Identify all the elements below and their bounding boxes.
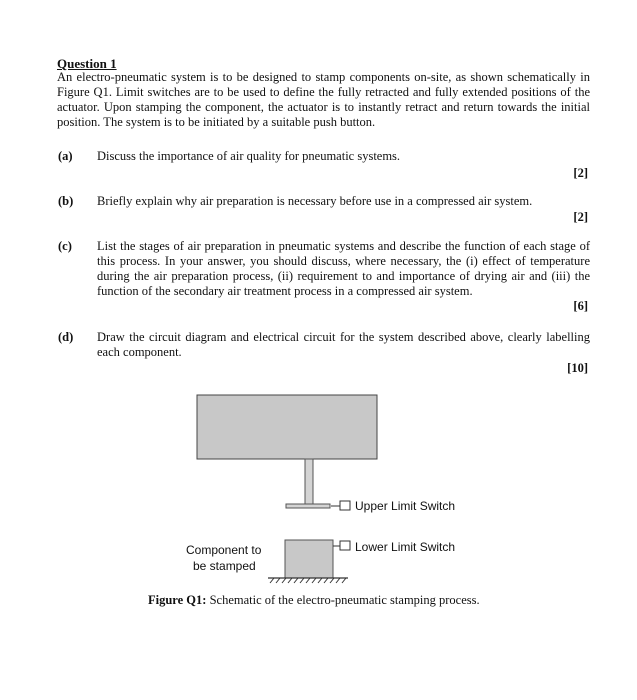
- upper-limit-switch-icon: [340, 501, 350, 510]
- part-c-label: (c): [58, 239, 72, 253]
- component-label-line2: be stamped: [193, 559, 256, 573]
- part-d-marks: [10]: [567, 361, 588, 375]
- question-intro: An electro-pneumatic system is to be designed to stamp components on-site, as shown schematically in Figure Q1. Limit switches are to be used to define the fully retracted and fully extended positions of the actuator. Upon stamping the component, the actuator is to instantly retract and return towards the initial position. The system is to be initiated by a suitable push button.: [57, 70, 590, 129]
- part-a-text: Discuss the importance of air quality for pneumatic systems.: [97, 149, 401, 163]
- part-b-marks: [2]: [573, 210, 588, 224]
- upper-limit-switch-label: Upper Limit Switch: [355, 499, 456, 513]
- actuator-body: [197, 395, 377, 459]
- part-a-marks: [2]: [573, 166, 588, 180]
- part-c-marks: [6]: [573, 299, 588, 313]
- part-b-text: Briefly explain why air preparation is necessary before use in a compressed air system.: [97, 194, 533, 208]
- part-d-text: Draw the circuit diagram and electrical circuit for the system described above, clearly labelling each component.: [97, 330, 590, 359]
- piston-rod: [305, 459, 313, 504]
- part-a-label: (a): [58, 149, 73, 163]
- part-c-text: List the stages of air preparation in pneumatic systems and describe the function of each stage of this process. In your answer, you should discuss, where necessary, the (i) effect of temperature during the air preparation process, (ii) requirement to and importance of drying air and (iii) the function of the secondary air treatment process in a compressed air system.: [97, 239, 590, 298]
- component-block: [285, 540, 333, 578]
- question-title: Question 1: [57, 56, 117, 71]
- lower-limit-switch-label: Lower Limit Switch: [355, 540, 456, 554]
- stamp-head: [286, 504, 330, 508]
- lower-limit-switch-icon: [340, 541, 350, 550]
- component-label-line1: Component to: [186, 543, 262, 557]
- ground-hatch: [270, 578, 346, 583]
- part-b-label: (b): [58, 194, 74, 208]
- figure-caption-label: Figure Q1:: [148, 593, 207, 607]
- figure-caption: [148, 593, 480, 608]
- figure-caption-text: Schematic of the electro-pneumatic stamping process.: [206, 593, 480, 607]
- part-d-label: (d): [58, 330, 74, 344]
